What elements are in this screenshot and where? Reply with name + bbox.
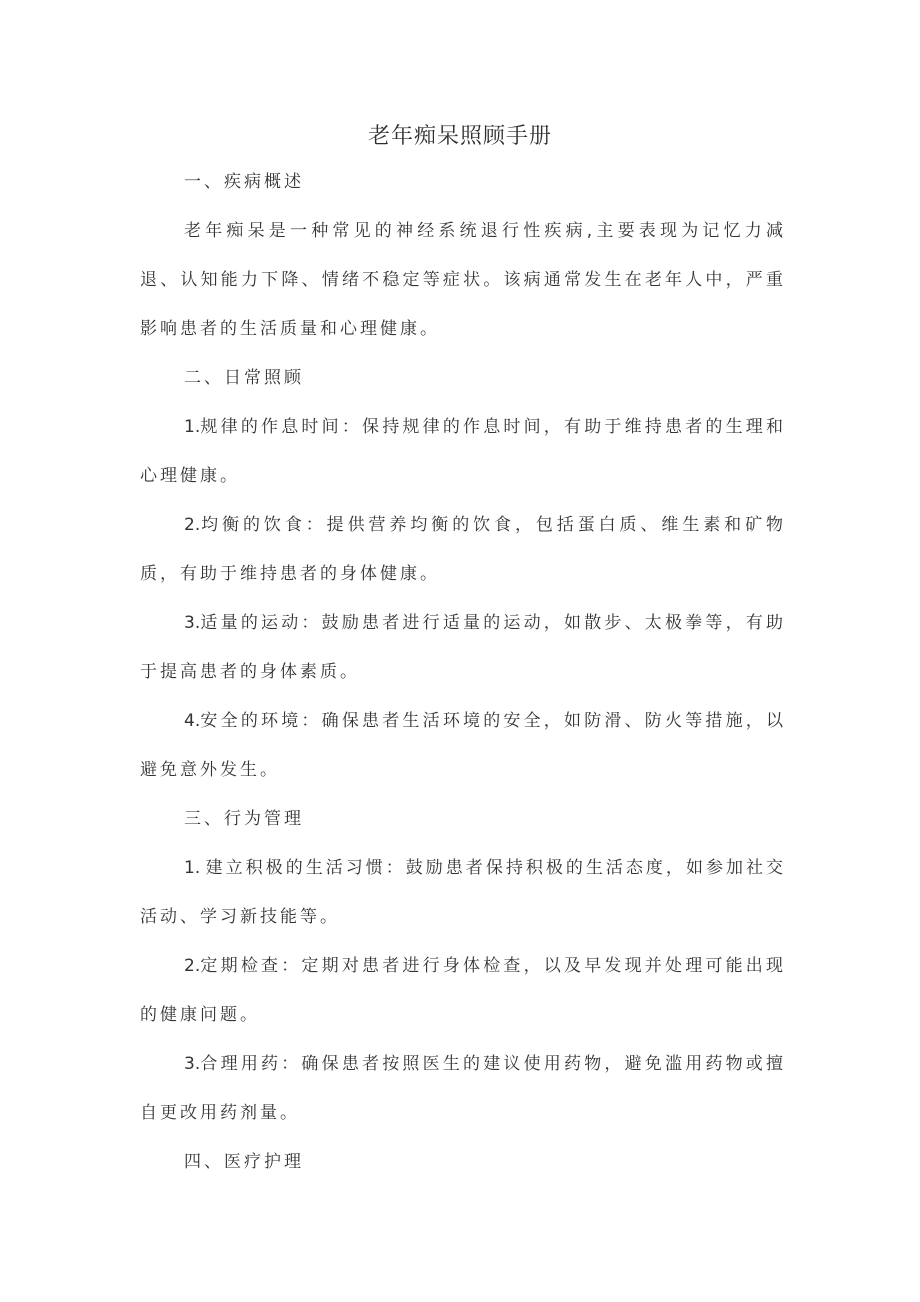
item-text: 合理用药：确保患者按照医生的建议使用药物，避免滥用药物或擅自更改用药剂量。 xyxy=(140,1054,786,1123)
list-item xyxy=(140,1040,786,1138)
item-number: 1. xyxy=(184,417,201,437)
section-heading: 一、疾病概述 xyxy=(184,172,304,192)
item-text: 定期检查：定期对患者进行身体检查，以及早发现并处理可能出现的健康问题。 xyxy=(140,956,786,1025)
item-text: 安全的环境：确保患者生活环境的安全，如防滑、防火等措施，以避免意外发生。 xyxy=(140,711,786,780)
list-item xyxy=(140,844,786,942)
item-number: 3. xyxy=(184,613,201,633)
item-number: 3. xyxy=(184,1054,201,1074)
list-item xyxy=(140,501,786,599)
item-number: 2. xyxy=(184,515,201,535)
section-heading: 四、医疗护理 xyxy=(184,1152,304,1172)
list-item xyxy=(140,403,786,501)
section-heading: 三、行为管理 xyxy=(184,809,304,829)
list-item xyxy=(140,599,786,697)
item-text: 规律的作息时间：保持规律的作息时间，有助于维持患者的生理和心理健康。 xyxy=(140,417,786,486)
document-body xyxy=(140,158,786,1187)
list-item xyxy=(140,942,786,1040)
item-text: 适量的运动：鼓励患者进行适量的运动，如散步、太极拳等，有助于提高患者的身体素质。 xyxy=(140,613,786,682)
paragraph: 老年痴呆是一种常见的神经系统退行性疾病,主要表现为记忆力减退、认知能力下降、情绪不稳定等症状。该病通常发生在老年人中，严重影响患者的生活质量和心理健康。 xyxy=(140,221,786,339)
item-text: 建立积极的生活习惯：鼓励患者保持积极的生活态度，如参加社交活动、学习新技能等。 xyxy=(140,858,787,927)
document-title: 老年痴呆照顾手册 xyxy=(367,124,552,149)
item-number: 1. xyxy=(184,858,206,878)
list-item xyxy=(140,697,786,795)
item-number: 4. xyxy=(184,711,201,731)
section-heading: 二、日常照顾 xyxy=(184,368,304,388)
item-text: 均衡的饮食：提供营养均衡的饮食，包括蛋白质、维生素和矿物质，有助于维持患者的身体健康。 xyxy=(140,515,786,584)
item-number: 2. xyxy=(184,956,201,976)
